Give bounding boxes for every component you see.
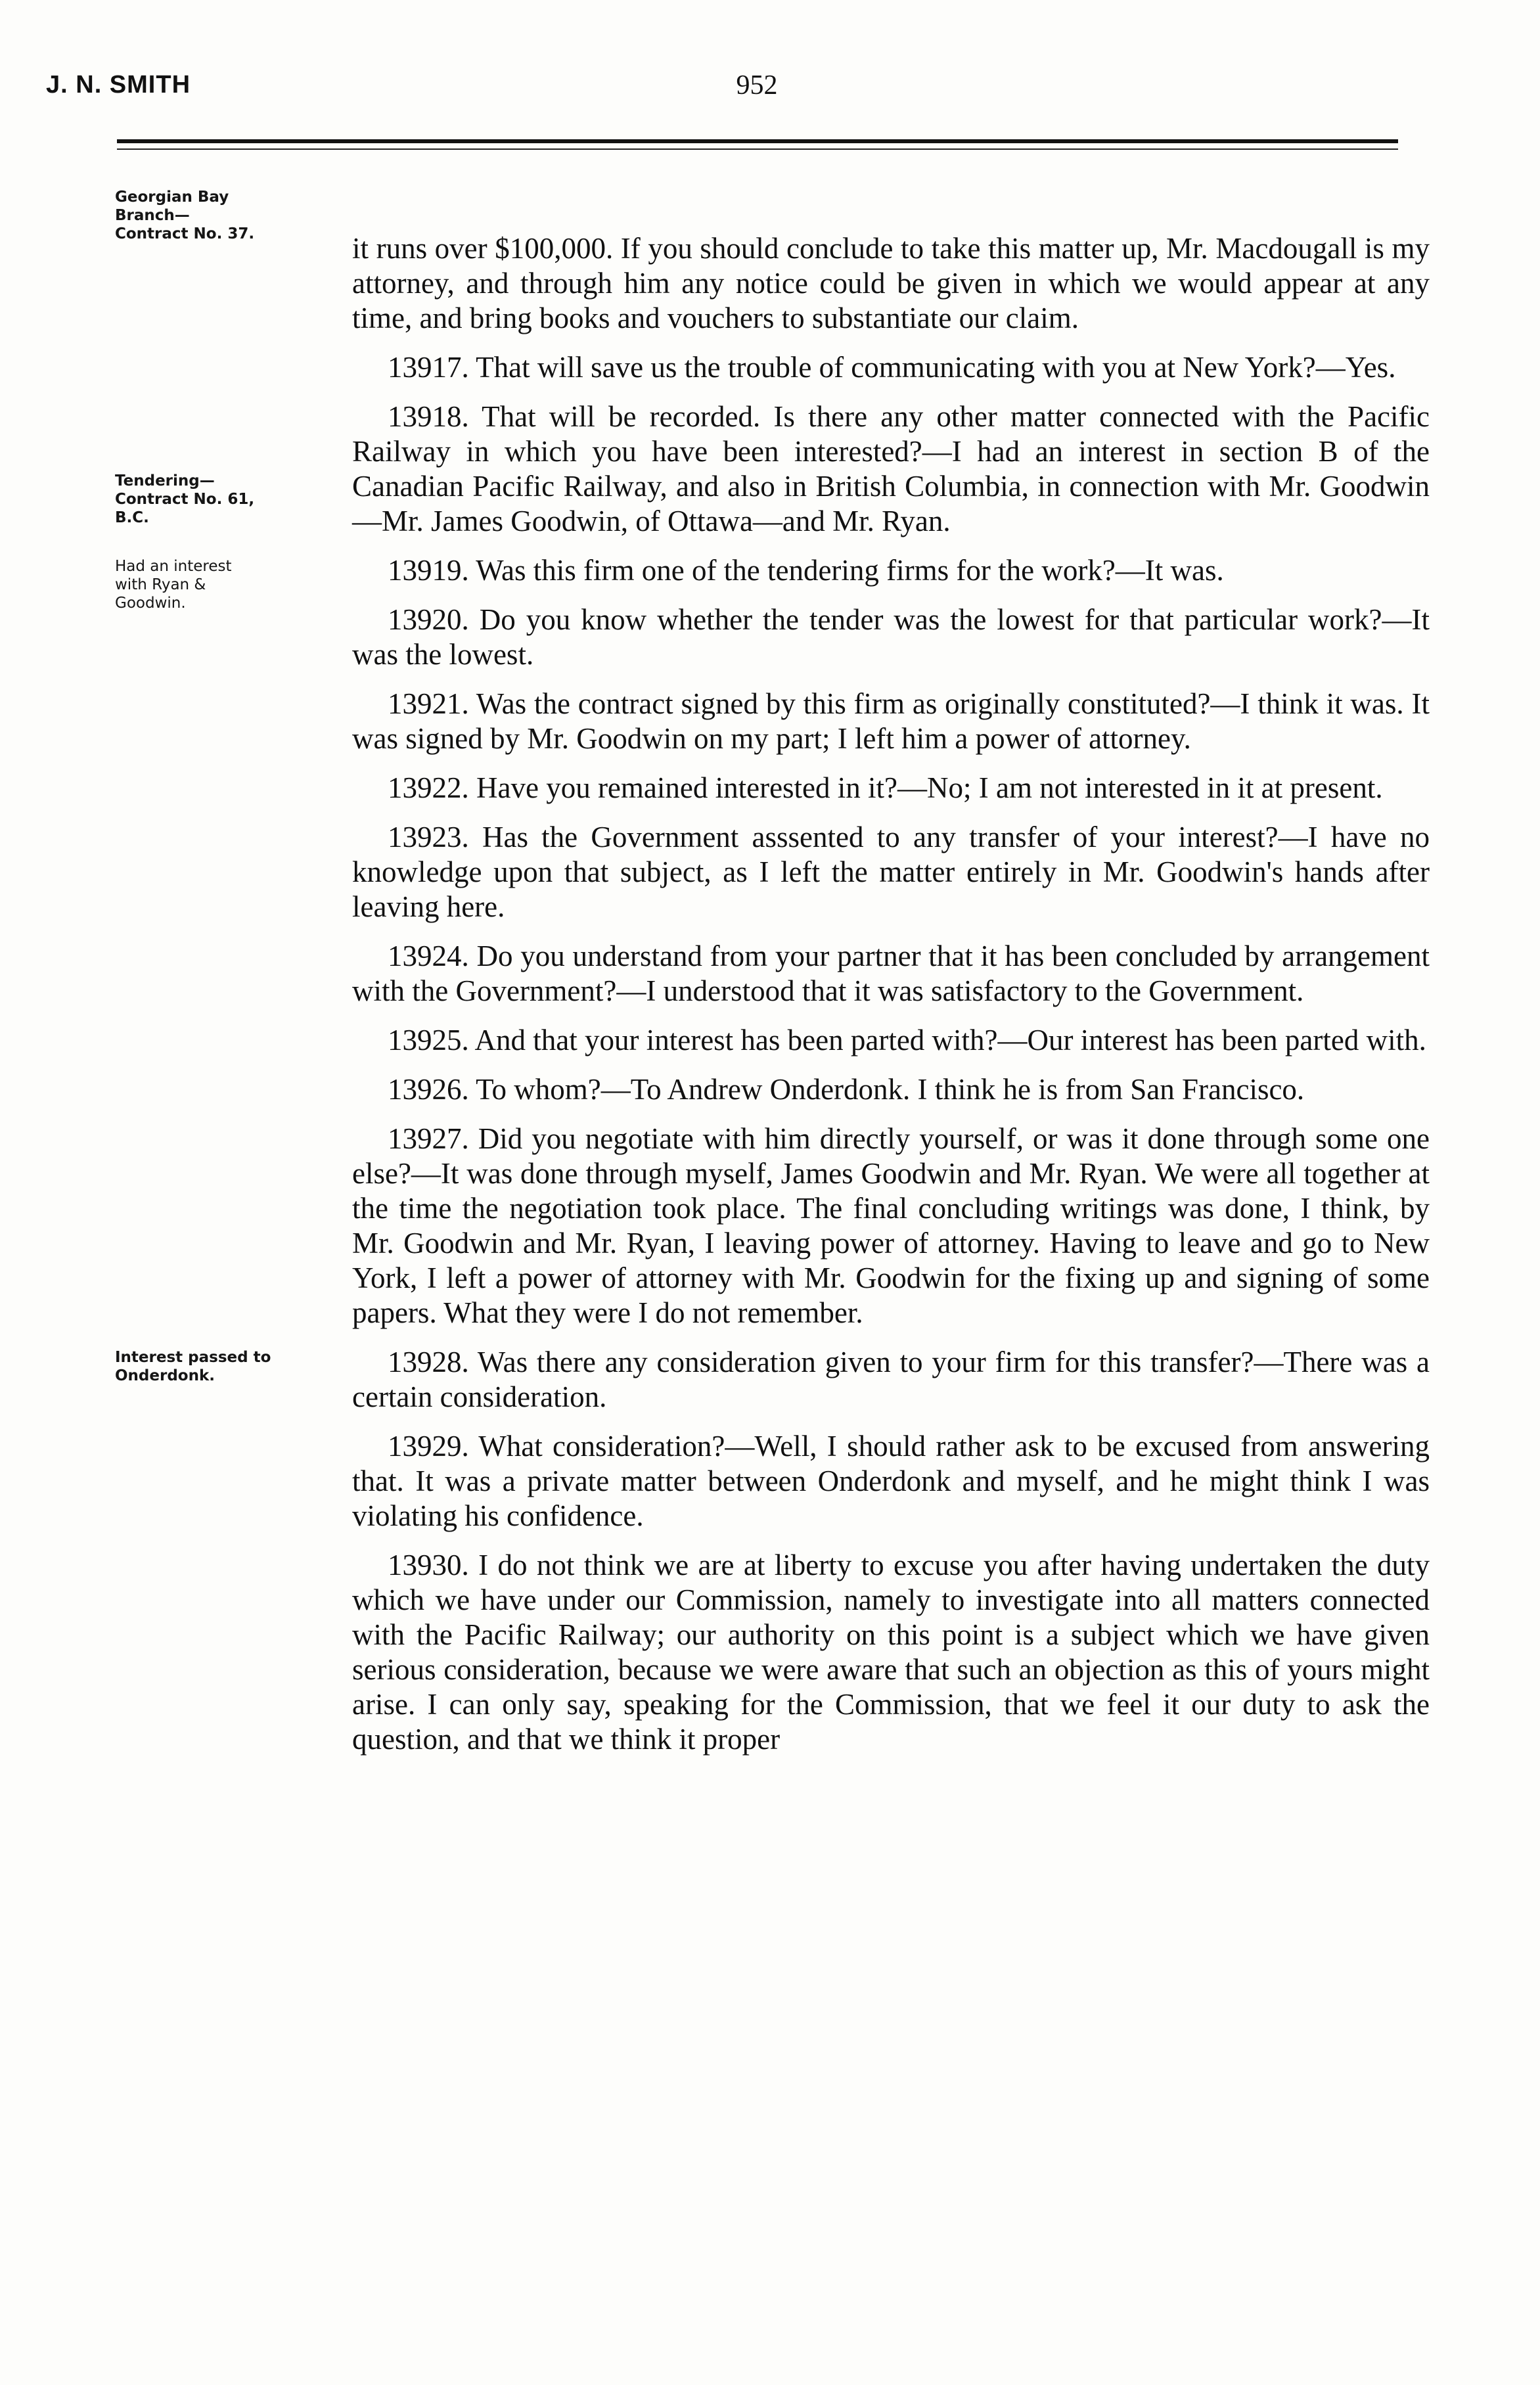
paragraph-13929: 13929. What consideration?—Well, I should rather ask to be excused from answering that. It was a private matter between Onderdonk and myself, and he might think I was violating his confidence. (352, 1430, 1430, 1532)
sidenote-line: Georgian Bay (115, 189, 229, 206)
paragraph-13924: 13924. Do you understand from your partner that it has been concluded by arrangement with the Government?—I understood that it was satisfactory to the Government. (352, 940, 1430, 1007)
paragraph-13930: 13930. I do not think we are at liberty to excuse you after having undertaken the duty which we have under our Commission, namely to investigate into all matters connected with the Pacific Railway; our authority on this point is a subject which we have given serious consideration, because we were aware that such an objection as this of yours might arise. I can only say, speaking for the Commission, that we feel it our duty to ask the question, and that we think it proper (352, 1549, 1430, 1756)
paragraph-13923: 13923. Has the Government asssented to any transfer of your interest?—I have no knowledge upon that subject, as I left the matter entirely in Mr. Goodwin's hands after leaving here. (352, 821, 1430, 923)
paragraph-13921: 13921. Was the contract signed by this firm as originally constituted?—I think it was. It was signed by Mr. Goodwin on my part; I left him a power of attorney. (352, 687, 1430, 755)
paragraph-continuation: it runs over $100,000. If you should conclude to take this matter up, Mr. Macdougall is my attorney, and through him any notice could be given in which we would appear at any time, and bring books and vouchers to substantiate our claim. (352, 232, 1430, 334)
sidenote-line: Had an interest (115, 558, 232, 575)
body-text (352, 231, 1430, 1771)
sidenote-line: B.C. (115, 509, 149, 526)
sidenote-georgian-bay (115, 188, 358, 243)
sidenote-had-interest (115, 557, 358, 612)
header-rule-thin (117, 148, 1398, 150)
sidenote-line: Contract No. 37. (115, 225, 255, 242)
paragraph-13919: 13919. Was this firm one of the tendering firms for the work?—It was. (388, 554, 1224, 587)
header-rule-thick (117, 139, 1398, 143)
sidenote-interest-passed (115, 1348, 358, 1385)
paragraph-13927: 13927. Did you negotiate with him directly yourself, or was it done through some one else?—It was done through myself, James Goodwin and Mr. Ryan. We were all together at the time the negotiation took place. The final concluding writings was done, I think, by Mr. Goodwin and Mr. Ryan, I leaving power of attorney. Having to leave and go to New York, I left a power of attorney with Mr. Goodwin for the fixing up and signing of some papers. What they were I do not remember. (352, 1122, 1430, 1329)
sidenote-line: with Ryan & (115, 576, 206, 593)
paragraph-13928: 13928. Was there any consideration given to your firm for this transfer?—There was a certain consideration. (352, 1346, 1430, 1413)
paragraph-13918: 13918. That will be recorded. Is there any other matter connected with the Pacific Railway in which you have been interested?—I had an interest in section B of the Canadian Pacific Railway, and also in British Columbia, in connection with Mr. Goodwin—Mr. James Goodwin, of Ottawa—and Mr. Ryan. (352, 400, 1430, 537)
sidenote-tendering (115, 472, 358, 527)
sidenote-line: Onderdonk. (115, 1367, 215, 1384)
paragraph-13920: 13920. Do you know whether the tender was the lowest for that particular work?—It was the lowest. (352, 603, 1430, 671)
sidenote-line: Interest passed to (115, 1349, 271, 1366)
paragraph-13917: 13917. That will save us the trouble of communicating with you at New York?—Yes. (388, 351, 1396, 384)
running-head: J. N. SMITH (46, 71, 191, 99)
sidenote-line: Contract No. 61, (115, 491, 255, 508)
paragraph-13925: 13925. And that your interest has been parted with?—Our interest has been parted with. (388, 1024, 1426, 1056)
page-number: 952 (736, 70, 778, 101)
sidenote-line: Goodwin. (115, 595, 186, 612)
sidenote-line: Tendering— (115, 472, 215, 489)
paragraph-13926: 13926. To whom?—To Andrew Onderdonk. I think he is from San Francisco. (388, 1073, 1305, 1106)
paragraph-13922: 13922. Have you remained interested in it?—No; I am not interested in it at present. (388, 771, 1383, 804)
sidenote-line: Branch— (115, 207, 190, 224)
